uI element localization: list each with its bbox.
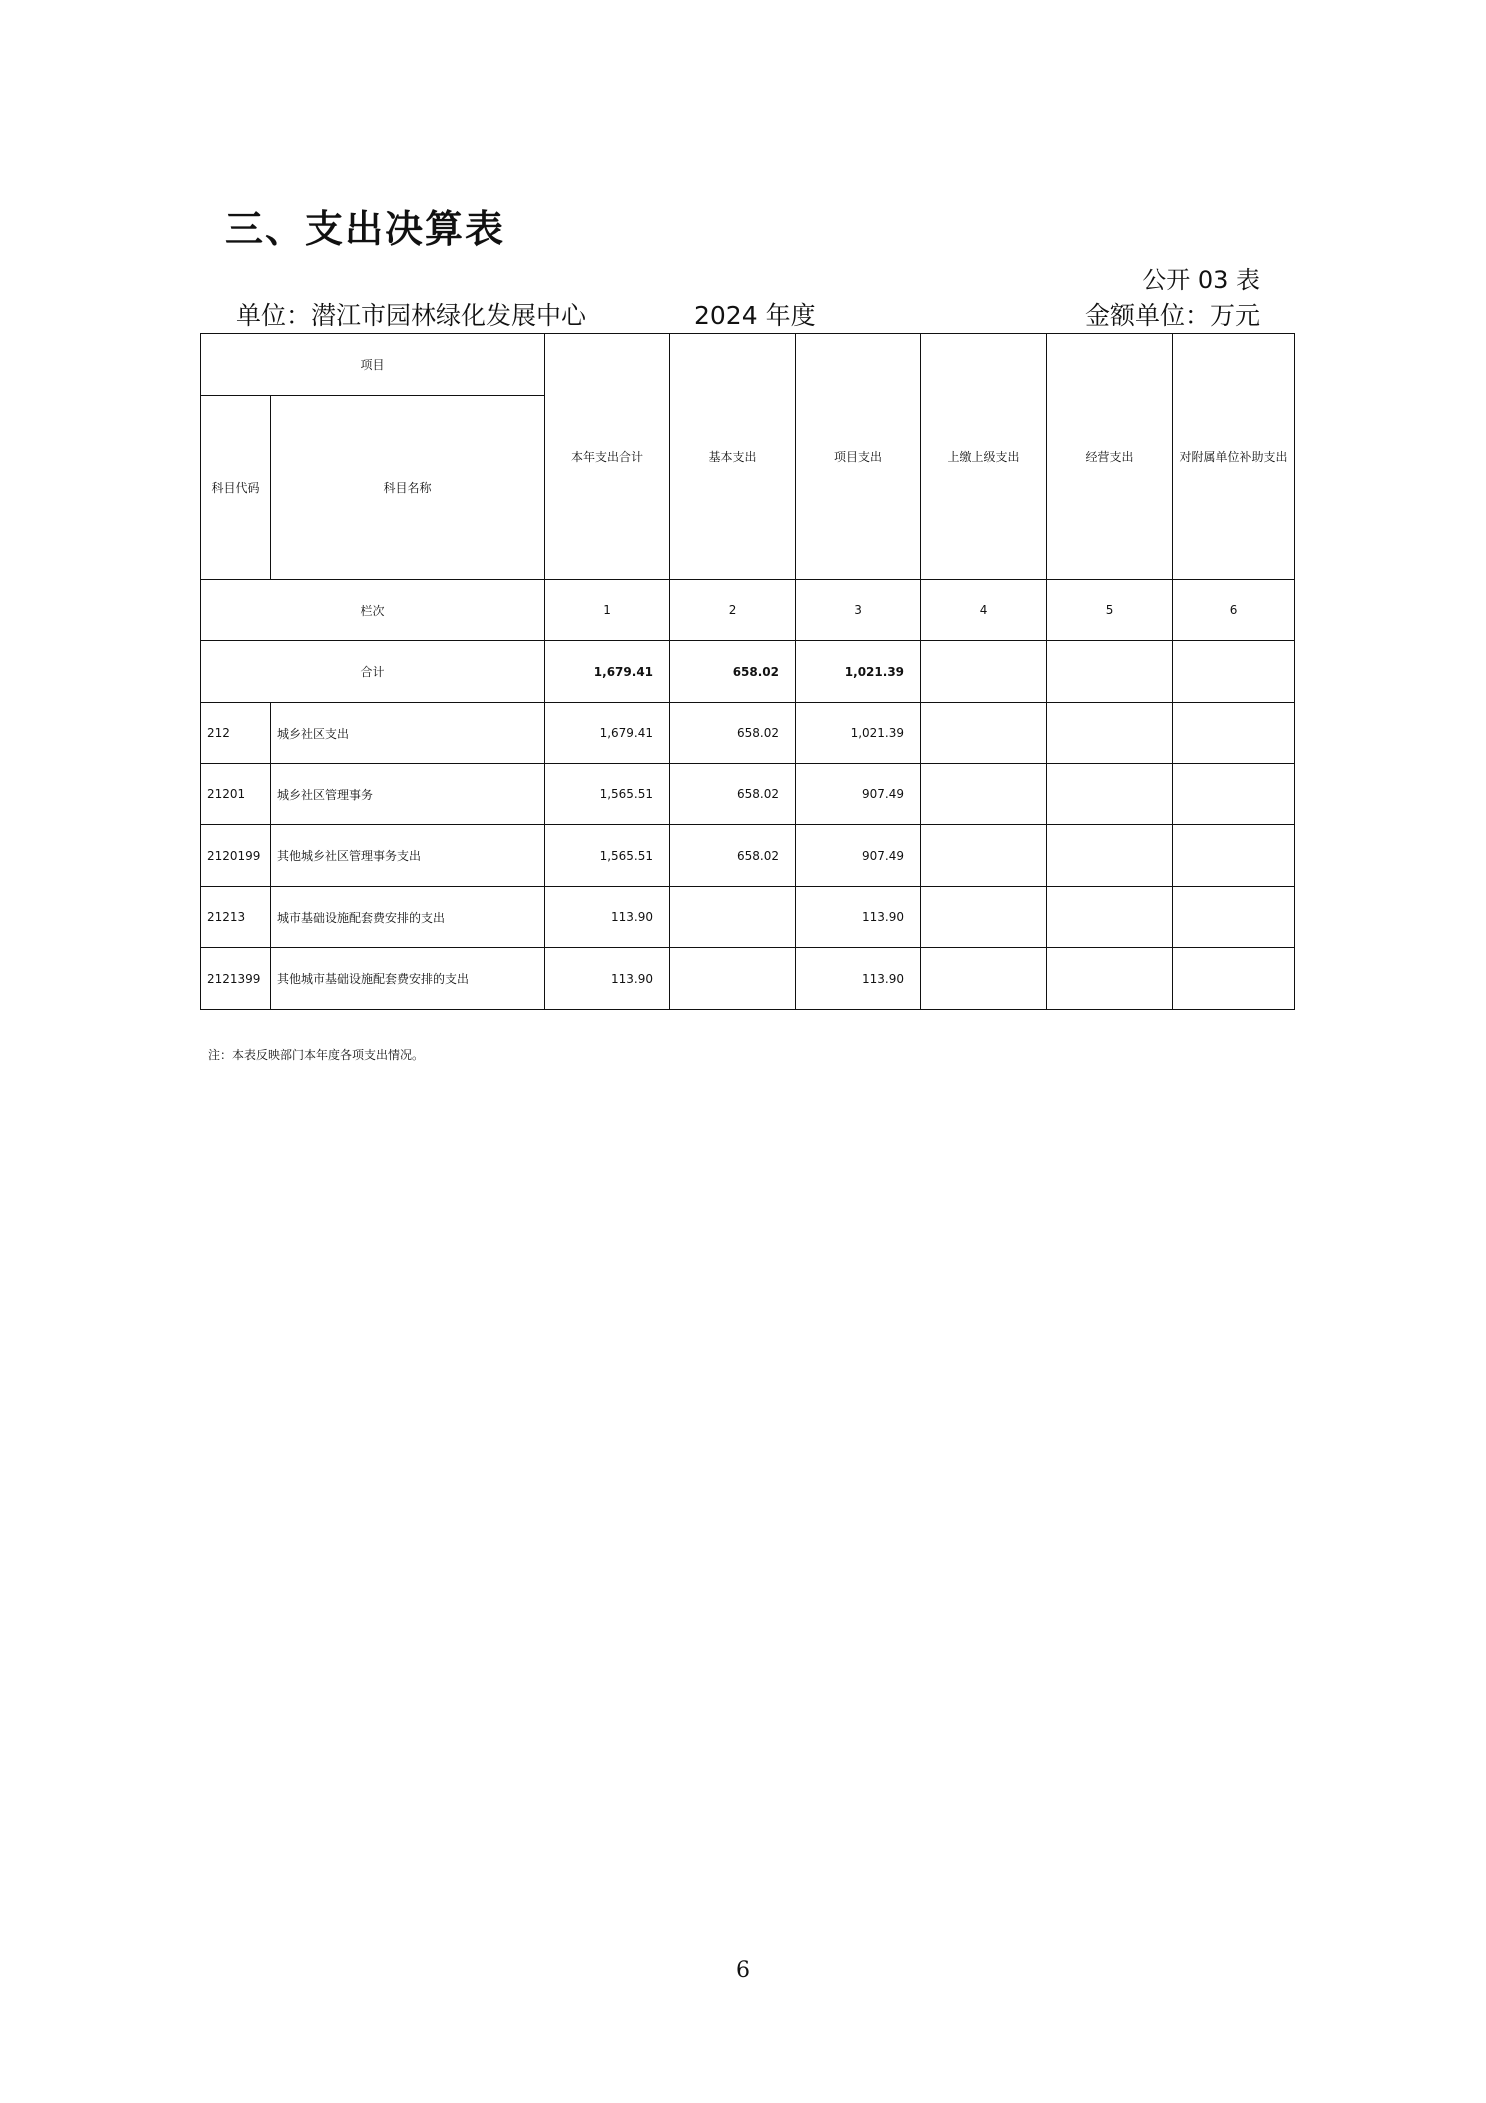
- index-cell: 5: [1047, 580, 1173, 641]
- header-project-expenditure: 项目支出: [796, 334, 921, 580]
- row-value: 113.90: [545, 887, 670, 948]
- row-name: 其他城乡社区管理事务支出: [271, 825, 545, 887]
- row-value: [670, 948, 796, 1010]
- table-note: 注：本表反映部门本年度各项支出情况。: [208, 1048, 425, 1062]
- row-value: [1047, 887, 1173, 948]
- row-code: 21201: [201, 764, 271, 825]
- row-value: [1173, 764, 1295, 825]
- index-cell: 1: [545, 580, 670, 641]
- header-basic-expenditure: 基本支出: [670, 334, 796, 580]
- form-number: 公开 03 表: [1142, 266, 1260, 294]
- row-value: 113.90: [796, 887, 921, 948]
- header-row-1: [201, 334, 1295, 396]
- row-value: 1,021.39: [796, 703, 921, 764]
- total-cell: [1173, 641, 1295, 703]
- page-title: 三、支出决算表: [225, 207, 506, 251]
- header-subsidy-affiliates: 对附属单位补助支出: [1173, 334, 1295, 580]
- index-cell: 3: [796, 580, 921, 641]
- row-value: [1047, 825, 1173, 887]
- row-value: 658.02: [670, 764, 796, 825]
- index-row: [201, 580, 1295, 641]
- row-value: [1173, 703, 1295, 764]
- header-name: 科目名称: [271, 396, 545, 580]
- year-label: 2024 年度: [694, 301, 816, 330]
- total-cell: [921, 641, 1047, 703]
- table-row: [201, 948, 1295, 1010]
- row-value: 1,565.51: [545, 825, 670, 887]
- row-value: [1047, 764, 1173, 825]
- row-value: [921, 948, 1047, 1010]
- row-value: 1,679.41: [545, 703, 670, 764]
- row-value: [670, 887, 796, 948]
- index-cell: 4: [921, 580, 1047, 641]
- header-project: 项目: [201, 334, 545, 396]
- index-cell: 2: [670, 580, 796, 641]
- row-name: 城市基础设施配套费安排的支出: [271, 887, 545, 948]
- row-value: [921, 703, 1047, 764]
- row-value: 113.90: [545, 948, 670, 1010]
- row-value: 907.49: [796, 764, 921, 825]
- row-value: [1173, 887, 1295, 948]
- row-name: 其他城市基础设施配套费安排的支出: [271, 948, 545, 1010]
- row-code: 212: [201, 703, 271, 764]
- row-value: [1047, 703, 1173, 764]
- total-cell: 658.02: [670, 641, 796, 703]
- report-meta: [236, 296, 1260, 330]
- table-row: [201, 887, 1295, 948]
- row-value: [921, 825, 1047, 887]
- index-label: 栏次: [201, 580, 545, 641]
- table-row: [201, 764, 1295, 825]
- row-value: 658.02: [670, 825, 796, 887]
- total-label: 合计: [201, 641, 545, 703]
- money-unit-label: 金额单位：万元: [1084, 301, 1260, 330]
- row-value: [921, 887, 1047, 948]
- page-number: 6: [736, 1958, 750, 1983]
- total-cell: 1,679.41: [545, 641, 670, 703]
- row-value: 907.49: [796, 825, 921, 887]
- row-value: [1173, 948, 1295, 1010]
- unit-label: 单位：潜江市园林绿化发展中心: [236, 301, 587, 330]
- table-row: [201, 825, 1295, 887]
- row-code: 2121399: [201, 948, 271, 1010]
- row-code: 2120199: [201, 825, 271, 887]
- total-row: [201, 641, 1295, 703]
- header-remit-superior: 上缴上级支出: [921, 334, 1047, 580]
- expenditure-table: [200, 333, 1295, 1010]
- row-value: [921, 764, 1047, 825]
- table-row: [201, 703, 1295, 764]
- row-name: 城乡社区管理事务: [271, 764, 545, 825]
- row-code: 21213: [201, 887, 271, 948]
- row-value: 1,565.51: [545, 764, 670, 825]
- row-value: [1047, 948, 1173, 1010]
- total-cell: [1047, 641, 1173, 703]
- total-cell: 1,021.39: [796, 641, 921, 703]
- header-code: 科目代码: [201, 396, 271, 580]
- row-value: 658.02: [670, 703, 796, 764]
- index-cell: 6: [1173, 580, 1295, 641]
- row-value: [1173, 825, 1295, 887]
- header-total-expenditure: 本年支出合计: [545, 334, 670, 580]
- header-operating-expenditure: 经营支出: [1047, 334, 1173, 580]
- row-value: 113.90: [796, 948, 921, 1010]
- row-name: 城乡社区支出: [271, 703, 545, 764]
